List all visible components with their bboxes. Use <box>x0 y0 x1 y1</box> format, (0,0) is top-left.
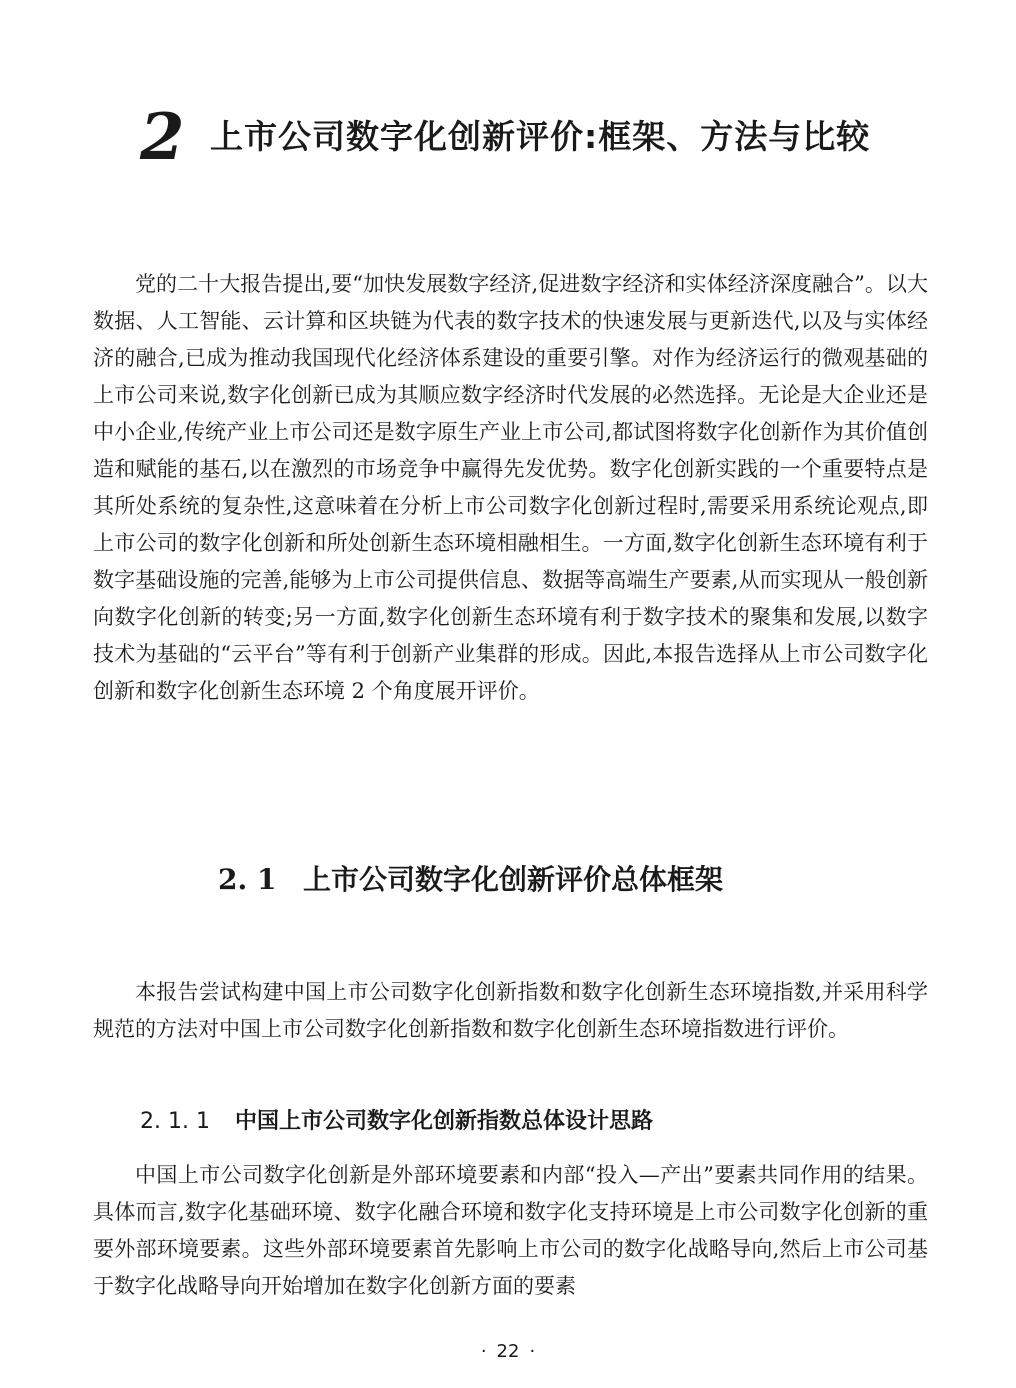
page-number: 22 <box>496 1341 520 1362</box>
section-number: 2. 1 <box>218 863 277 896</box>
section-heading <box>218 858 723 902</box>
chapter-title: 上市公司数字化创新评价:框架、方法与比较 <box>210 117 871 156</box>
page-footer <box>0 1338 1016 1366</box>
subsection-number: 2. 1. 1 <box>140 1109 210 1134</box>
section-paragraph: 本报告尝试构建中国上市公司数字化创新指数和数字化创新生态环境指数,并采用科学规范的方法对中国上市公司数字化创新指数和数字化创新生态环境指数进行评价。 <box>93 980 928 1041</box>
section-title: 上市公司数字化创新评价总体框架 <box>303 863 724 896</box>
footer-dot-right: · <box>529 1341 536 1362</box>
footer-dot-left: · <box>480 1341 487 1362</box>
subsection-heading <box>140 1104 653 1140</box>
subsection-title: 中国上市公司数字化创新指数总体设计思路 <box>235 1109 654 1134</box>
subsection-paragraph: 中国上市公司数字化创新是外部环境要素和内部“投入—产出”要素共同作用的结果。具体而言,数字化基础环境、数字化融合环境和数字化支持环境是上市公司数字化创新的重要外部环境要素。这些外部环境要素首先影响上市公司的数字化战略导向,然后上市公司基于数字化战略导向开始增加在数字化创新方面的要素 <box>93 1163 928 1298</box>
chapter-number: 2 <box>140 100 185 175</box>
chapter-heading <box>140 100 960 180</box>
intro-paragraph: 党的二十大报告提出,要“加快发展数字经济,促进数字经济和实体经济深度融合”。以大数据、人工智能、云计算和区块链为代表的数字技术的快速发展与更新迭代,以及与实体经济的融合,已成为推动我国现代化经济体系建设的重要引擎。对作为经济运行的微观基础的上市公司来说,数字化创新已成为其顺应数字经济时代发展的必然选择。无论是大企业还是中小企业,传统产业上市公司还是数字原生产业上市公司,都试图将数字化创新作为其价值创造和赋能的基石,以在激烈的市场竞争中赢得先发优势。数字化创新实践的一个重要特点是其所处系统的复杂性,这意味着在分析上市公司数字化创新过程时,需要采用系统论观点,即上市公司的数字化创新和所处创新生态环境相融相生。一方面,数字化创新生态环境有利于数字基础设施的完善,能够为上市公司提供信息、数据等高端生产要素,从而实现从一般创新向数字化创新的转变;另一方面,数字化创新生态环境有利于数字技术的聚集和发展,以数字技术为基础的“云平台”等有利于创新产业集群的形成。因此,本报告选择从上市公司数字化创新和数字化创新生态环境 2 个角度展开评价。 <box>93 272 928 703</box>
